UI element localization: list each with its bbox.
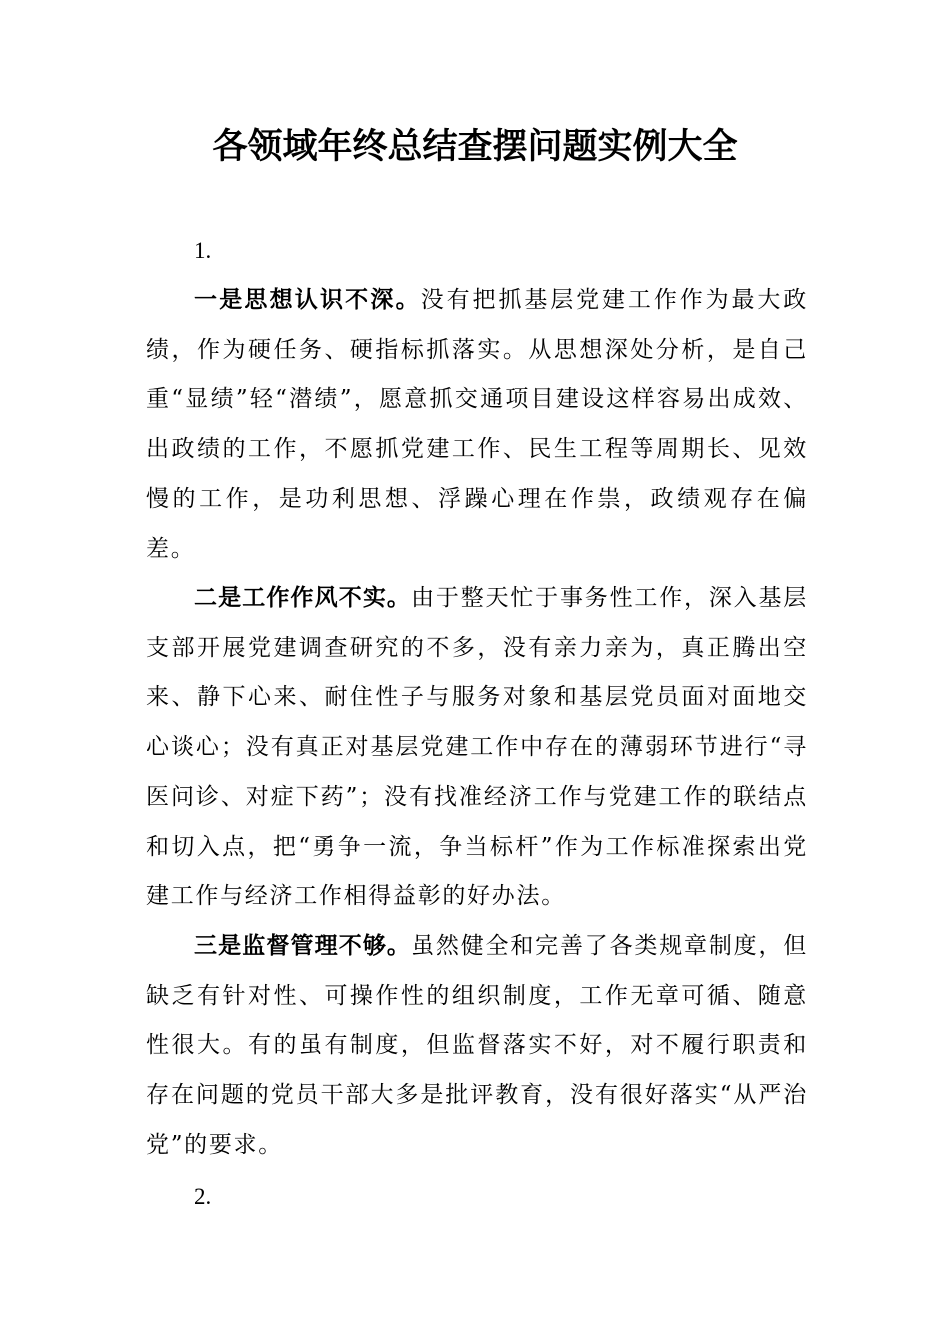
paragraph-2-body: 由于整天忙于事务性工作，深入基层支部开展党建调查研究的不多，没有亲力亲为，真正腾出空来、静下心来、耐住性子与服务对象和基层党员面对面地交心谈心；没有真正对基层党建工作中存在的薄弱环节进行“寻医问诊、对症下药”；没有找准经济工作与党建工作的联结点和切入点，把“勇争一流，争当标杆”作为工作标准探索出党建工作与经济工作相得益彰的好办法。 <box>146 585 809 910</box>
paragraph-2 <box>146 574 808 922</box>
paragraph-1 <box>146 276 808 574</box>
paragraph-3-lead: 三是监督管理不够。 <box>194 933 412 959</box>
paragraph-3 <box>146 922 808 1171</box>
document-title: 各领域年终总结查摆问题实例大全 <box>212 126 738 167</box>
paragraph-3-body: 虽然健全和完善了各类规章制度，但缺乏有针对性、可操作性的组织制度，工作无章可循、随意性很大。有的虽有制度，但监督落实不好，对不履行职责和存在问题的党员干部大多是批评教育，没有很好落实“从严治党”的要求。 <box>146 933 809 1158</box>
paragraph-2-lead: 二是工作作风不实。 <box>194 585 412 611</box>
paragraph-1-body: 没有把抓基层党建工作作为最大政绩，作为硬任务、硬指标抓落实。从思想深处分析，是自己重“显绩”轻“潜绩”，愿意抓交通项目建设这样容易出成效、出政绩的工作，不愿抓党建工作、民生工程等周期长、见效慢的工作，是功利思想、浮躁心理在作祟，政绩观存在偏差。 <box>146 287 809 562</box>
section-number-2: 2. <box>194 1184 212 1209</box>
paragraph-1-lead: 一是思想认识不深。 <box>194 287 421 313</box>
section-number-1: 1. <box>194 238 212 263</box>
